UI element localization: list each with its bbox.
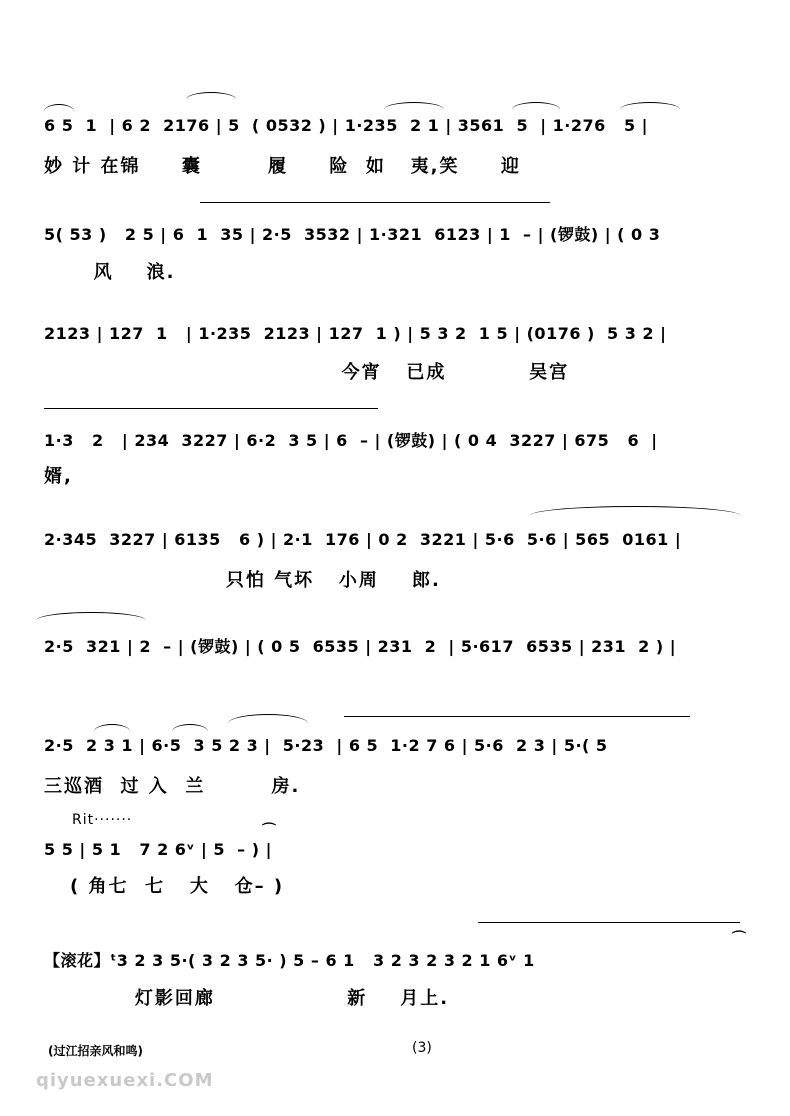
- lyric-line-2: 风 浪.: [44, 262, 176, 283]
- lyric-line-9: 灯影回廊 新 月上.: [44, 988, 450, 1009]
- slur: [172, 724, 208, 739]
- notation-line-2: 5( 53 ) 2 5 | 6 1 35 | 2·5 3532 | 1·321 6123 | 1 – | (锣鼓) | ( 0 3: [44, 225, 661, 244]
- phrase-bracket: [200, 202, 550, 203]
- rit-label: Rit·······: [72, 812, 133, 828]
- lyric-line-8: ( 角七 七 大 仓– ): [70, 876, 285, 897]
- lyric-line-5: 只怕 气坏 小周 郎.: [44, 570, 441, 591]
- notation-line-4: 1·3 2 | 234 3227 | 6·2 3 5 | 6 – | (锣鼓) | ( 0 4 3227 | 675 6 |: [44, 431, 658, 450]
- notation-line-6: 2·5 321 | 2 – | (锣鼓) | ( 0 5 6535 | 231 2 | 5·617 6535 | 231 2 ) |: [44, 637, 677, 656]
- slur: [530, 506, 740, 525]
- phrase-bracket: [478, 922, 740, 923]
- page-number: (3): [412, 1040, 432, 1056]
- notation-line-3: 2123 | 127 1 | 1·235 2123 | 127 1 ) | 5 3 2 1 5 | (0176 ) 5 3 2 |: [44, 324, 667, 343]
- lyric-line-7: 三巡酒 过 入 兰 房.: [44, 776, 301, 797]
- fermata-icon: ⌒: [262, 823, 276, 839]
- slur: [512, 102, 560, 117]
- notation-line-7: 2·5 2 3 1 | 6·5 3 5 2 3 | 5·23 | 6 5 1·2 7 6 | 5·6 2 3 | 5·( 5: [44, 736, 608, 755]
- notation-line-1: 6 5 1 | 6 2 2176 | 5 ( 0532 ) | 1·235 2 1 | 3561 5 | 1·276 5 |: [44, 116, 649, 135]
- lyric-line-1: 妙 计 在锦 囊 履 险 如 夷,笑 迎: [44, 156, 521, 177]
- notation-line-8: 5 5 | 5 1 7 2 6ᵛ | 5 – ) |: [44, 840, 272, 859]
- lyric-line-4: 婿,: [44, 466, 73, 487]
- slur: [44, 104, 74, 119]
- fermata-icon: ⌒: [732, 931, 746, 947]
- footer-title: (过江招亲风和鸣): [48, 1044, 143, 1058]
- slur: [186, 92, 236, 107]
- notation-line-5: 2·345 3227 | 6135 6 ) | 2·1 176 | 0 2 3221 | 5·6 5·6 | 565 0161 |: [44, 530, 682, 549]
- notation-line-9: 【滚花】ᵗ3 2 3 5·( 3 2 3 5· ) 5 – 6 1 3 2 3 2 3 2 1 6ᵛ 1: [44, 951, 535, 970]
- slur: [94, 724, 130, 739]
- slur: [620, 102, 680, 117]
- phrase-bracket: [44, 408, 378, 409]
- watermark: qiyuexuexi.COM: [36, 1070, 214, 1091]
- slur: [384, 102, 444, 117]
- slur: [228, 714, 308, 733]
- lyric-line-3: 今宵 已成 吴宫: [44, 362, 570, 383]
- phrase-bracket: [344, 716, 690, 717]
- slur: [36, 612, 146, 629]
